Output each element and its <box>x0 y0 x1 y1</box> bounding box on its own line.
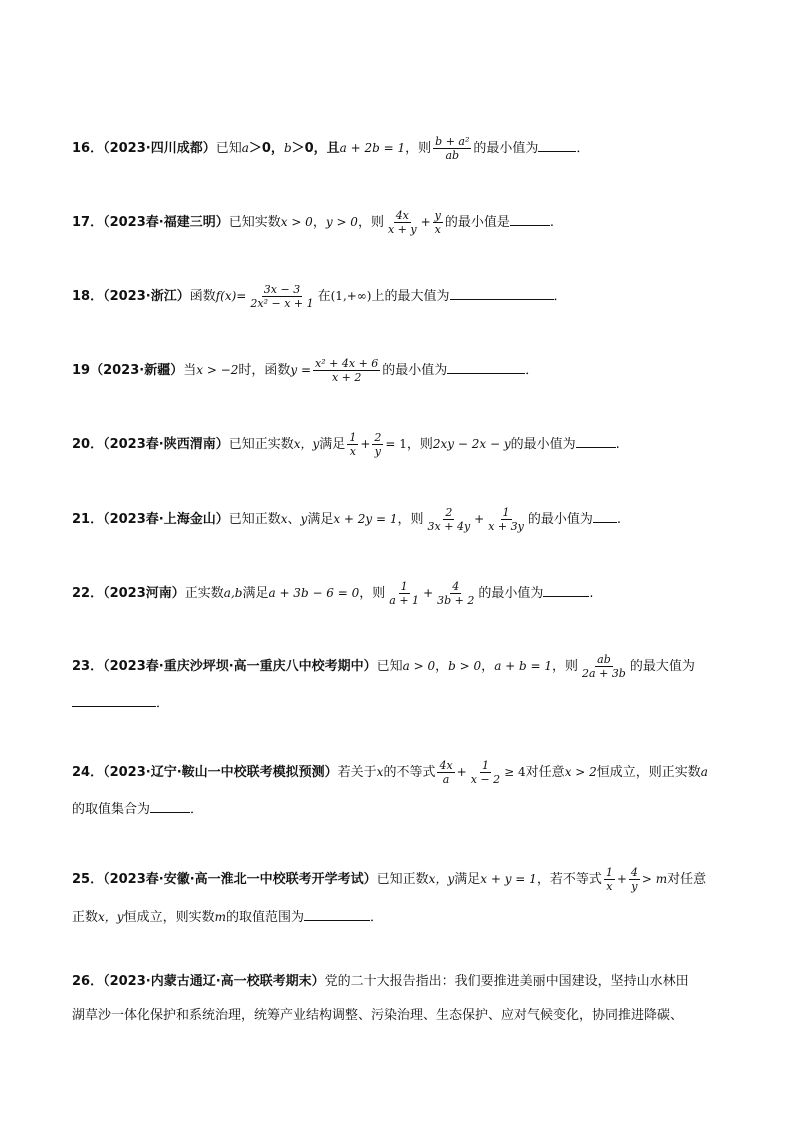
fraction: $\frac{2}{y}$ <box>374 431 382 458</box>
question-source: （2023·四川成都） <box>103 141 216 156</box>
question-source: （2023春·福建三明） <box>103 215 229 230</box>
question-26: 26．（2023·内蒙古通辽·高一校联考期末）党的二十大报告指出：我们要推进美丽中国建设，坚持山水林田 <box>72 974 689 989</box>
question-24-line2: 的取值集合为 ． <box>72 796 744 824</box>
question-number: 21． <box>72 512 104 527</box>
fraction: $\frac{4x}{a}$ <box>439 759 453 786</box>
answer-blank[interactable] <box>510 211 550 226</box>
question-number: 17． <box>72 215 104 230</box>
question-number: 18． <box>72 289 104 304</box>
question-24: 24．（2023·辽宁·鞍山一中校联考模拟预测）若关于x的不等式 $\frac{4x}{a}$ + $\frac{1}{x - 2}$ ≥ 4对任意x > 2恒成立，则正实数a <box>72 759 708 786</box>
question-number: 24． <box>72 765 104 780</box>
question-number: 23． <box>72 659 104 674</box>
answer-blank[interactable] <box>543 582 589 597</box>
fraction: $\frac{1}{x}$ <box>349 431 357 458</box>
fraction: $\frac{ab}{2a + 3b}$ <box>582 653 626 680</box>
question-number: 22． <box>72 586 104 601</box>
answer-blank[interactable] <box>538 137 576 152</box>
answer-blank[interactable] <box>450 285 554 300</box>
fraction: $\frac{4x}{x + y}$ <box>387 209 417 236</box>
fraction: $\frac{1}{x + 3y}$ <box>488 506 524 533</box>
question-25: 25．（2023春·安徽·高一淮北一中校联考开学考试）已知正数x，y满足x + y = 1，若不等式 $\frac{1}{x}$ + $\frac{4}{y}$ > m对任意 <box>72 866 707 893</box>
fraction: $\frac{1}{a + 1}$ <box>389 580 420 607</box>
question-source: （2023·新疆） <box>90 363 184 378</box>
fraction: $\frac{\text{b + a²}}{ab}$ <box>435 135 470 162</box>
answer-blank[interactable] <box>72 692 156 707</box>
question-source: （2023春·陕西渭南） <box>103 437 229 452</box>
question-number: 16． <box>72 141 104 156</box>
question-26-line2: 湖草沙一体化保护和系统治理，统筹产业结构调整、污染治理、生态保护、应对气候变化，协同推进降碳、 <box>72 1008 684 1023</box>
fraction: $\frac{1}{x - 2}$ <box>470 759 501 786</box>
question-19: 19（2023·新疆）当x > −2时，函数y = $\frac{\text{x² + 4x + 6}}{x + 2}$ 的最小值为 ． <box>72 357 539 384</box>
question-17: 17．（2023春·福建三明）已知实数x > 0，y > 0，则 $\frac{4x}{x + y}$ + $\frac{y}{x}$ 的最小值是 . <box>72 209 555 236</box>
question-23-line2: ． <box>72 690 744 718</box>
question-20: 20．（2023春·陕西渭南）已知正实数x，y满足 $\frac{1}{x}$ + $\frac{2}{y}$ = 1，则2xy − 2x − y的最小值为 . <box>72 431 620 458</box>
question-22: 22．（2023河南）正实数a,b满足a + 3b − 6 = 0，则 $\frac{1}{a + 1}$ + $\frac{4}{3b + 2}$ 的最小值为 . <box>72 580 594 607</box>
question-source: （2023河南） <box>103 586 185 601</box>
question-number: 25． <box>72 872 104 887</box>
question-number: 26． <box>72 974 104 989</box>
question-source: （2023·内蒙古通辽·高一校联考期末） <box>103 974 325 989</box>
fraction: $\frac{3x - 3}{\text{2x² − x + 1}}$ <box>250 283 314 310</box>
fraction: $\frac{1}{x}$ <box>605 866 613 893</box>
question-source: （2023·辽宁·鞍山一中校联考模拟预测） <box>103 765 338 780</box>
question-number: 20． <box>72 437 104 452</box>
answer-blank[interactable] <box>593 508 617 523</box>
answer-blank[interactable] <box>304 906 370 921</box>
question-source: （2023春·重庆沙坪坝·高一重庆八中校考期中） <box>103 659 377 674</box>
question-23: 23．（2023春·重庆沙坪坝·高一重庆八中校考期中）已知a > 0，b > 0，a + b = 1，则 $\frac{ab}{2a + 3b}$ 的最大值为 <box>72 653 695 680</box>
question-18: 18．（2023·浙江）函数f(x)= $\frac{3x - 3}{\text{2x² − x + 1}}$ 在(1,+∞)上的最大值为 ． <box>72 283 567 310</box>
question-21: 21．（2023春·上海金山）已知正数x、y满足x + 2y = 1，则 $\frac{2}{3x + 4y}$ + $\frac{1}{x + 3y}$ 的最小值为 . <box>72 506 622 533</box>
question-source: （2023春·上海金山） <box>103 512 229 527</box>
answer-blank[interactable] <box>447 359 525 374</box>
question-source: （2023·浙江） <box>103 289 190 304</box>
fraction: $\frac{y}{x}$ <box>434 209 441 236</box>
fraction: $\frac{4}{y}$ <box>630 866 638 893</box>
question-16: 16．（2023·四川成都）已知a＞0，b＞0，且a + 2b = 1，则 $\frac{\text{b + a²}}{ab}$ 的最小值为 ． <box>72 135 590 162</box>
fraction: $\frac{\text{x² + 4x + 6}}{x + 2}$ <box>315 357 379 384</box>
answer-blank[interactable] <box>150 798 190 813</box>
answer-blank[interactable] <box>576 433 616 448</box>
question-number: 19 <box>72 363 91 378</box>
question-source: （2023春·安徽·高一淮北一中校联考开学考试） <box>103 872 377 887</box>
fraction: $\frac{2}{3x + 4y}$ <box>427 506 471 533</box>
fraction: $\frac{4}{3b + 2}$ <box>437 580 475 607</box>
question-25-line2: 正数x，y恒成立，则实数m的取值范围为 ． <box>72 903 744 932</box>
